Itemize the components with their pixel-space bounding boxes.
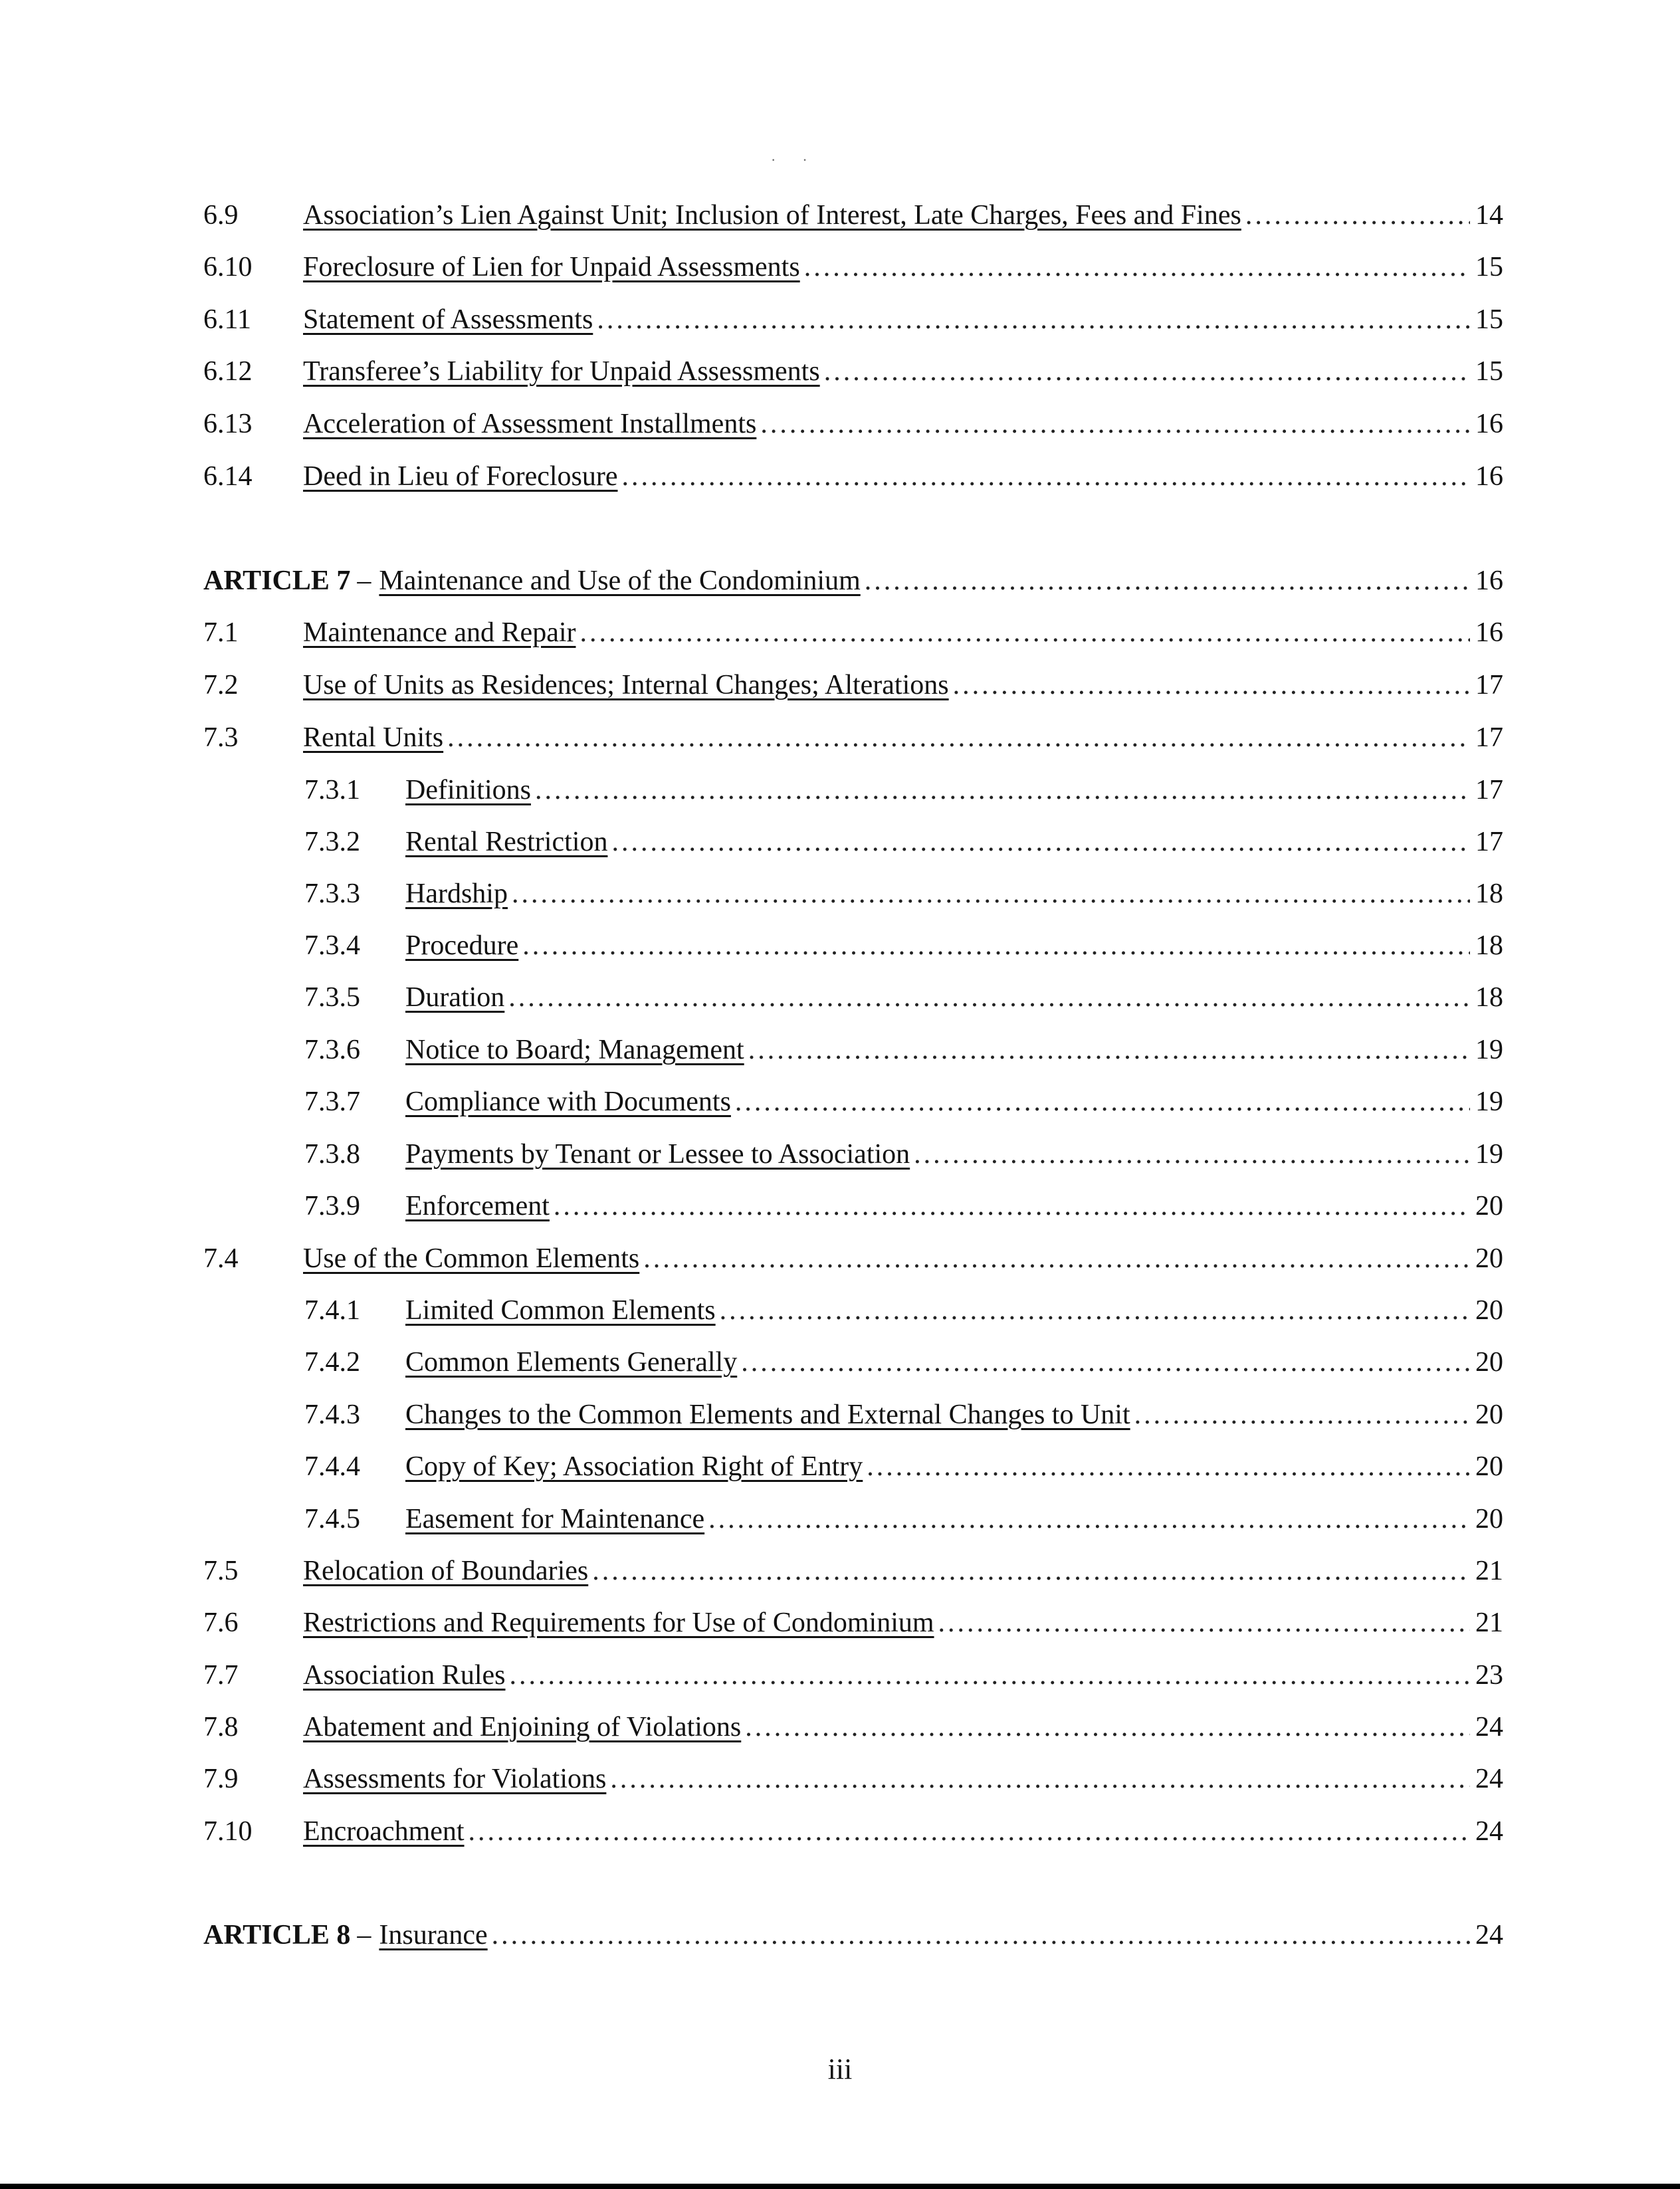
toc-page-number: 14 [1475, 200, 1503, 231]
toc-entry [203, 873, 1503, 915]
toc-entry-number: ARTICLE 7 [203, 566, 351, 596]
toc-page-number: 15 [1475, 252, 1503, 282]
toc-dot-leader [1245, 194, 1470, 237]
toc-entry-title-link[interactable]: Procedure [405, 930, 519, 961]
toc-entry-title-link[interactable]: Use of Units as Residences; Internal Changes; Alterations [303, 670, 949, 700]
toc-dot-leader [512, 873, 1470, 915]
toc-entry [203, 1758, 1503, 1800]
toc-entry-title-link[interactable]: Copy of Key; Association Right of Entry [405, 1451, 863, 1482]
page-folio: iii [827, 2053, 853, 2085]
toc-page-number: 16 [1475, 409, 1503, 439]
toc-entry-number: 7.9 [203, 1764, 239, 1794]
toc-entry-title-link[interactable]: Foreclosure of Lien for Unpaid Assessments [303, 252, 800, 282]
toc-entry-title-link[interactable]: Payments by Tenant or Lessee to Association [405, 1139, 910, 1170]
toc-page-number: 16 [1475, 566, 1503, 596]
toc-dot-leader [865, 560, 1470, 602]
toc-entry [203, 611, 1503, 654]
toc-entry-number: 7.3.2 [304, 827, 360, 857]
toc-page-number: 16 [1475, 617, 1503, 648]
toc-entry-title-link[interactable]: Changes to the Common Elements and External Changes to Unit [405, 1400, 1130, 1430]
toc-dot-leader [610, 1758, 1470, 1800]
toc-page-number: 17 [1475, 775, 1503, 805]
toc-dot-leader [735, 1081, 1470, 1123]
toc-page-number: 19 [1475, 1087, 1503, 1117]
toc-page-number: 16 [1475, 461, 1503, 492]
toc-entry-number: 6.14 [203, 461, 253, 492]
toc-entry-number: 7.1 [203, 617, 239, 648]
toc-dot-leader [535, 769, 1470, 811]
toc-entry [203, 1133, 1503, 1176]
toc-entry-title-link[interactable]: Use of the Common Elements [303, 1243, 640, 1274]
toc-dot-leader [741, 1341, 1470, 1384]
toc-page-number: 20 [1475, 1400, 1503, 1430]
toc-page-number: 21 [1475, 1608, 1503, 1638]
toc-entry-number: 7.3.7 [304, 1087, 360, 1117]
toc-entry-number: 7.3.9 [304, 1191, 360, 1221]
toc-dot-leader [522, 924, 1470, 967]
toc-dot-leader [804, 246, 1470, 288]
toc-entry-title-link[interactable]: Insurance [379, 1920, 488, 1950]
toc-entry-title-link[interactable]: Association’s Lien Against Unit; Inclusion of Interest, Late Charges, Fees and Fines [303, 200, 1241, 231]
toc-dot-leader [708, 1498, 1470, 1540]
toc-entry-title-link[interactable]: Maintenance and Repair [303, 617, 576, 648]
toc-page-number: 18 [1475, 879, 1503, 909]
toc-page-number: 20 [1475, 1347, 1503, 1378]
toc-entry-title-link[interactable]: Relocation of Boundaries [303, 1556, 589, 1586]
toc-page-number: 17 [1475, 827, 1503, 857]
toc-entry-title-link[interactable]: Restrictions and Requirements for Use of Condominium [303, 1608, 934, 1638]
toc-dot-leader [748, 1029, 1470, 1071]
toc-entry [203, 1341, 1503, 1384]
toc-article-heading [203, 560, 1503, 602]
toc-entry-title-link[interactable]: Hardship [405, 879, 508, 909]
toc-entry-number: 7.3.4 [304, 930, 360, 961]
toc-dot-leader [867, 1445, 1470, 1488]
toc-dot-leader [1134, 1394, 1470, 1436]
toc-entry-title-link[interactable]: Rental Units [303, 722, 444, 753]
toc-dot-leader [508, 976, 1470, 1019]
toc-article-heading [203, 1914, 1503, 1956]
toc-page-number: 20 [1475, 1504, 1503, 1534]
toc-entry-number: ARTICLE 8 [203, 1920, 351, 1950]
scan-edge [0, 2184, 1680, 2189]
toc-entry-number: 7.4.5 [304, 1504, 360, 1534]
toc-entry-title-link[interactable]: Limited Common Elements [405, 1295, 716, 1326]
toc-entry-number: 7.4.1 [304, 1295, 360, 1326]
toc-page-number: 15 [1475, 356, 1503, 387]
toc-entry-title-link[interactable]: Abatement and Enjoining of Violations [303, 1712, 742, 1742]
toc-entry-number: 7.4 [203, 1243, 239, 1274]
toc-entry-number: 7.4.4 [304, 1451, 360, 1482]
toc-entry-number: 6.12 [203, 356, 253, 387]
toc-dot-leader [509, 1654, 1470, 1697]
toc-page-number: 17 [1475, 722, 1503, 753]
toc-entry-title-link[interactable]: Encroachment [303, 1816, 465, 1847]
toc-entry-title-link[interactable]: Definitions [405, 775, 531, 805]
toc-entry-number: 6.9 [203, 200, 239, 231]
toc-entry-title-link[interactable]: Enforcement [405, 1191, 550, 1221]
toc-page-number: 18 [1475, 982, 1503, 1013]
toc-entry-title-link[interactable]: Acceleration of Assessment Installments [303, 409, 757, 439]
toc-entry [203, 1029, 1503, 1071]
toc-page-number: 24 [1475, 1712, 1503, 1742]
toc-entry [203, 716, 1503, 759]
toc-entry [203, 664, 1503, 706]
toc-entry-number: 6.11 [203, 304, 251, 335]
toc-page-number: 20 [1475, 1451, 1503, 1482]
toc-entry [203, 821, 1503, 863]
toc-entry [203, 1550, 1503, 1592]
toc-entry [203, 350, 1503, 393]
toc-page-number: 20 [1475, 1295, 1503, 1326]
toc-entry [203, 1237, 1503, 1280]
toc-entry-number: 7.3.1 [304, 775, 360, 805]
toc-dot-leader [622, 455, 1470, 498]
toc-article-dash: – [357, 566, 371, 596]
toc-entry-title-link[interactable]: Statement of Assessments [303, 304, 593, 335]
toc-entry-title-link[interactable]: Easement for Maintenance [405, 1504, 705, 1534]
toc-entry-title-link[interactable]: Association Rules [303, 1660, 506, 1691]
toc-entry [203, 1706, 1503, 1748]
toc-entry [203, 1081, 1503, 1123]
toc-entry [203, 1602, 1503, 1644]
toc-dot-leader [592, 1550, 1470, 1592]
toc-entry [203, 194, 1503, 237]
toc-entry-title-link[interactable]: Assessments for Violations [303, 1764, 607, 1794]
toc-entry [203, 1810, 1503, 1853]
toc-entry [203, 298, 1503, 341]
toc-page-number: 17 [1475, 670, 1503, 700]
toc-entry [203, 1498, 1503, 1540]
toc-entry-number: 7.3.3 [304, 879, 360, 909]
toc-entry-number: 7.3.6 [304, 1035, 360, 1065]
toc-entry [203, 1289, 1503, 1332]
toc-entry-number: 7.2 [203, 670, 239, 700]
toc-entry-title-link[interactable]: Notice to Board; Management [405, 1035, 744, 1065]
toc-dot-leader [745, 1706, 1470, 1748]
toc-entry-number: 7.3.5 [304, 982, 360, 1013]
toc-entry-number: 7.3.8 [304, 1139, 360, 1170]
toc-entry [203, 1394, 1503, 1436]
toc-entry-number: 7.10 [203, 1816, 253, 1847]
toc-entry-number: 7.3 [203, 722, 239, 753]
toc-entry [203, 246, 1503, 288]
toc-dot-leader [914, 1133, 1470, 1176]
toc-entry-number: 6.10 [203, 252, 253, 282]
toc-dot-leader [579, 611, 1470, 654]
toc-dot-leader [554, 1185, 1470, 1227]
toc-page-number: 19 [1475, 1035, 1503, 1065]
toc-dot-leader [760, 403, 1470, 445]
toc-page-number: 15 [1475, 304, 1503, 335]
toc-entry-title-link[interactable]: Rental Restriction [405, 827, 608, 857]
toc-entry [203, 769, 1503, 811]
toc-entry-number: 6.13 [203, 409, 253, 439]
toc-entry-title-link[interactable]: Transferee’s Liability for Unpaid Assessments [303, 356, 820, 387]
toc-entry-number: 7.4.2 [304, 1347, 360, 1378]
toc-entry [203, 1654, 1503, 1697]
toc-entry-number: 7.8 [203, 1712, 239, 1742]
toc-page-number: 21 [1475, 1556, 1503, 1586]
toc-entry [203, 924, 1503, 967]
toc-dot-leader [597, 298, 1470, 341]
toc-entry-title-link[interactable]: Compliance with Documents [405, 1087, 731, 1117]
toc-entry-number: 7.4.3 [304, 1400, 360, 1430]
toc-entry [203, 403, 1503, 445]
toc-page-number: 24 [1475, 1764, 1503, 1794]
toc-page-number: 20 [1475, 1243, 1503, 1274]
toc-page-number: 20 [1475, 1191, 1503, 1221]
toc-entry-title-link[interactable]: Deed in Lieu of Foreclosure [303, 461, 618, 492]
toc-dot-leader [469, 1810, 1470, 1853]
toc-entry-number: 7.6 [203, 1608, 239, 1638]
toc-page-number: 18 [1475, 930, 1503, 961]
toc-article-dash: – [357, 1920, 371, 1950]
toc-entry-title-link[interactable]: Duration [405, 982, 505, 1013]
toc-entry [203, 976, 1503, 1019]
toc-dot-leader [824, 350, 1470, 393]
toc-dot-leader [492, 1914, 1470, 1956]
scan-specks: ·· [771, 152, 834, 168]
toc-page-number: 23 [1475, 1660, 1503, 1691]
toc-dot-leader [643, 1237, 1470, 1280]
toc-entry-title-link[interactable]: Common Elements Generally [405, 1347, 738, 1378]
toc-entry-number: 7.7 [203, 1660, 239, 1691]
toc-entry [203, 1185, 1503, 1227]
toc-entry-title-link[interactable]: Maintenance and Use of the Condominium [379, 566, 861, 596]
toc-entry [203, 455, 1503, 498]
toc-page-number: 24 [1475, 1920, 1503, 1950]
toc-page-number: 24 [1475, 1816, 1503, 1847]
toc-dot-leader [938, 1602, 1470, 1644]
toc-dot-leader [611, 821, 1470, 863]
toc-entry [203, 1445, 1503, 1488]
toc-page-number: 19 [1475, 1139, 1503, 1170]
toc-dot-leader [720, 1289, 1470, 1332]
toc-dot-leader [447, 716, 1470, 759]
toc-entry-number: 7.5 [203, 1556, 239, 1586]
toc-dot-leader [953, 664, 1470, 706]
